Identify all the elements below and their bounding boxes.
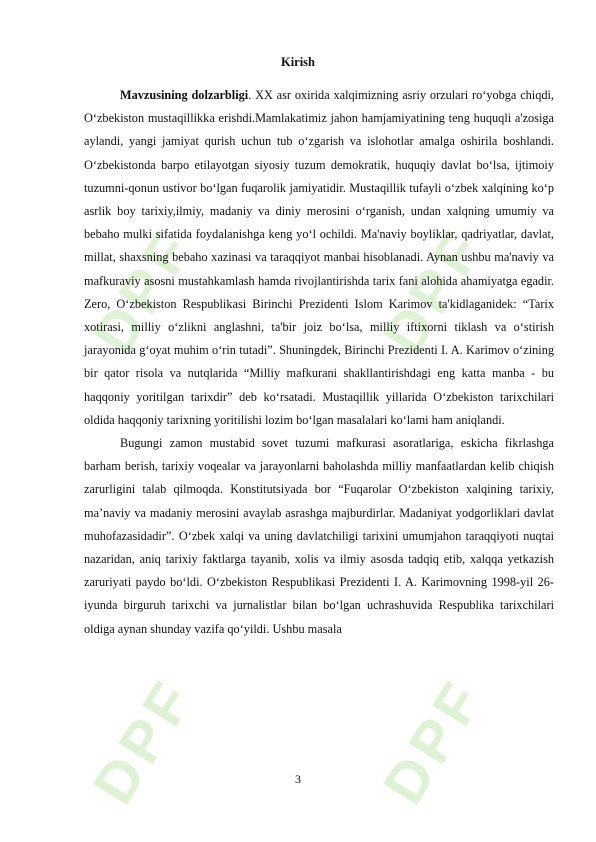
watermark: DPF (370, 666, 497, 815)
page-number: 3 (295, 772, 301, 786)
watermark: DPF (80, 216, 207, 365)
watermark: DPF (370, 216, 497, 365)
watermark: DPF (80, 666, 207, 815)
paragraph (84, 84, 554, 432)
paragraph-text: . XX asr oxirida xalqimizning asriy orzulari ro‘yobga chiqdi, O‘zbekiston mustaqillikka erishdi.Mamlakatimiz jahon hamjamiyatining teng huquqli a'zosiga aylandi, yangi jamiyat qurish uchun tub o‘zgarish va islohotlar amalga oshirila boshlandi. O‘zbekistonda barpo etilayotgan siyosiy tuzum demokratik, huquqiy davlat bo‘lsa, ijtimoiy tuzumni-qonun ustivor bo‘lgan fuqarolik jamiyatidir. Mustaqillik tufayli o‘zbek xalqining ko‘p asrlik boy tarixiy,ilmiy, madaniy va diniy merosini o‘rganish, undan xalqning umumiy va bebaho mulki sifatida foydalanishga keng yo‘l ochildi. Ma'naviy boyliklar, qadriyatlar, davlat, millat, shaxsning bebaho xazinasi va taraqqiyot manbai hisoblanadi. Aynan ushbu ma'naviy va mafkuraviy asosni mustahkamlash hamda rivojlantirishda tarix fani alohida ahamiyatga egadir. Zero, O‘zbekiston Respublikasi Birinchi Prezidenti Islom Karimov ta'kidlaganidek: “Tarix xotirasi, milliy o‘zlikni anglashni, ta'bir joiz bo‘lsa, milliy iftixorni tiklash va o‘stirish jarayonida g‘oyat muhim o‘rin tutadi”. Shuningdek, Birinchi Prezidenti I. A. Karimov o‘zining bir qator risola va nutqlarida “Milliy mafkurani shakllantirishdagi eng katta manba - bu haqqoniy yoritilgan tarixdir” deb ko‘rsatadi. Mustaqillik yillarida O‘zbekiston tarixchilari oldida haqqoniy tarixning yoritilishi lozim bo‘lgan masalalari ko‘lami ham aniqlandi. (84, 88, 555, 427)
paragraph (84, 432, 554, 641)
paragraph-text: Bugungi zamon mustabid sovet tuzumi mafkurasi asoratlariga, eskicha fikrlashga barham berish, tarixiy voqealar va jarayonlarni baholashda milliy manfaatlardan kelib chiqish zarurligini talab qilmoqda. Konstitutsiyada bor “Fuqarolar O‘zbekiston xalqining tarixiy, ma’naviy va madaniy merosini avaylab asrashga majburdirlar. Madaniyat yodgorliklari davlat muhofazasidadir”. O‘zbek xalqi va uning davlatchiligi tarixini umumjahon taraqqiyoti nuqtai nazaridan, aniq tarixiy faktlarga tayanib, xolis va ilmiy asosda tadqiq etib, xalqqa yetkazish zaruriyati paydo bo‘ldi. O‘zbekiston Respublikasi Prezidenti I. A. Karimovning 1998-yil 26-iyunda birguruh tarixchi va jurnalistlar bilan bo‘lgan uchrashuvida Respublika tarixchilari oldiga aynan shunday vazifa qo‘yildi. Ushbu masala (84, 436, 554, 636)
paragraph-lead: Mavzusining dolzarbligi (120, 88, 249, 102)
page-title: Kirish (280, 55, 316, 69)
document-body (84, 84, 554, 641)
